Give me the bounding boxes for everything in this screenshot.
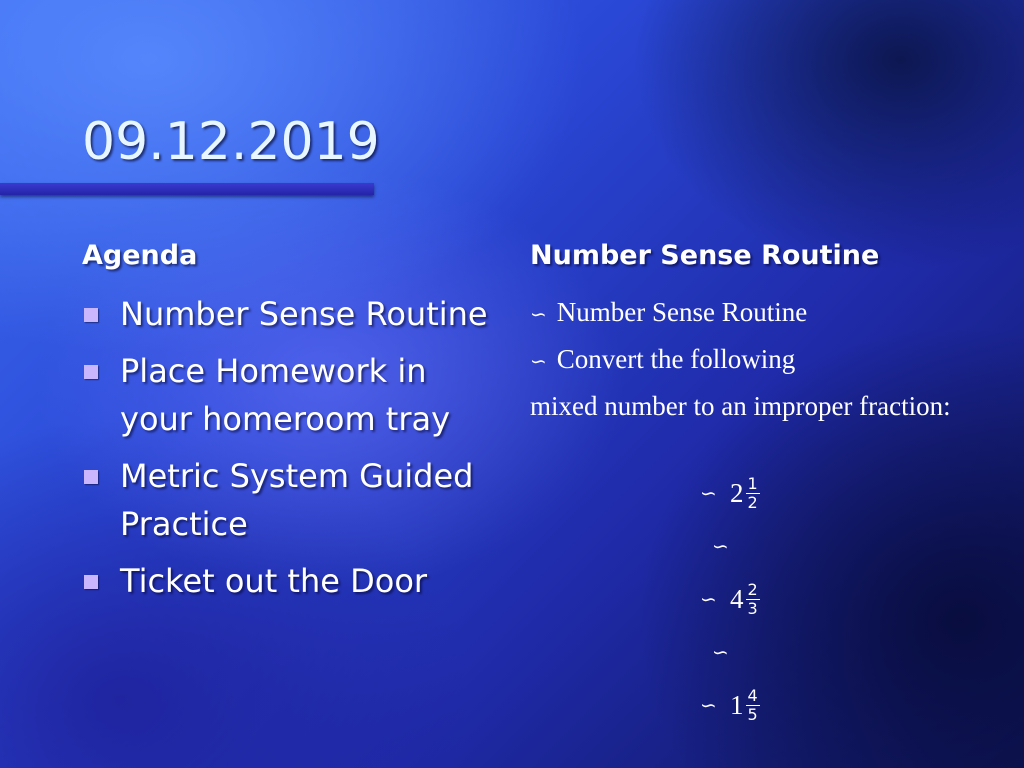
tilde-bullet-icon: ∽ — [700, 588, 717, 611]
tilde-bullet-icon: ∽ — [530, 303, 547, 326]
routine-line-text: Number Sense Routine — [556, 297, 808, 327]
numerator: 1 — [747, 473, 758, 493]
tilde-bullet-icon: ∽ — [700, 694, 717, 717]
tilde-bullet-icon: ∽ — [700, 482, 717, 505]
agenda-item-text: Place Homework in your homeroom tray — [120, 352, 451, 438]
agenda-item — [82, 452, 502, 548]
whole-number: 2 — [730, 477, 744, 508]
denominator: 3 — [747, 598, 758, 618]
square-bullet-icon — [84, 308, 98, 322]
whole-number: 1 — [730, 689, 744, 720]
empty-bullet-row — [700, 520, 780, 572]
problem-row — [700, 678, 780, 732]
slide-title: 09.12.2019 — [82, 112, 380, 172]
agenda-item — [82, 290, 502, 338]
routine-continuation: mixed number to an improper fraction: — [530, 390, 951, 421]
routine-line — [530, 290, 960, 337]
agenda-list — [82, 290, 502, 614]
fraction — [746, 581, 760, 618]
denominator: 5 — [747, 704, 758, 724]
agenda-item-text: Number Sense Routine — [120, 295, 488, 333]
problem-row — [700, 466, 780, 520]
tilde-bullet-icon: ∽ — [530, 350, 547, 373]
problem-row — [700, 572, 780, 626]
problem-list — [700, 466, 780, 732]
numerator: 2 — [747, 579, 758, 599]
square-bullet-icon — [84, 470, 98, 484]
square-bullet-icon — [84, 575, 98, 589]
numerator: 4 — [747, 685, 758, 705]
empty-bullet-row — [700, 626, 780, 678]
routine-heading: Number Sense Routine — [530, 240, 880, 271]
whole-number: 4 — [730, 583, 744, 614]
routine-text — [530, 290, 960, 428]
agenda-item-text: Ticket out the Door — [120, 562, 428, 600]
fraction — [746, 687, 760, 724]
tilde-bullet-icon: ∽ — [712, 535, 729, 558]
routine-line-text: Convert the following — [556, 343, 796, 374]
title-underline-bar — [0, 183, 374, 195]
agenda-item-text: Metric System Guided Practice — [120, 457, 474, 543]
fraction — [746, 475, 760, 512]
tilde-bullet-icon: ∽ — [712, 641, 729, 664]
denominator: 2 — [747, 492, 758, 512]
agenda-item — [82, 557, 502, 605]
agenda-item — [82, 347, 502, 443]
routine-line — [530, 337, 960, 384]
agenda-heading: Agenda — [82, 240, 198, 271]
square-bullet-icon — [84, 365, 98, 379]
